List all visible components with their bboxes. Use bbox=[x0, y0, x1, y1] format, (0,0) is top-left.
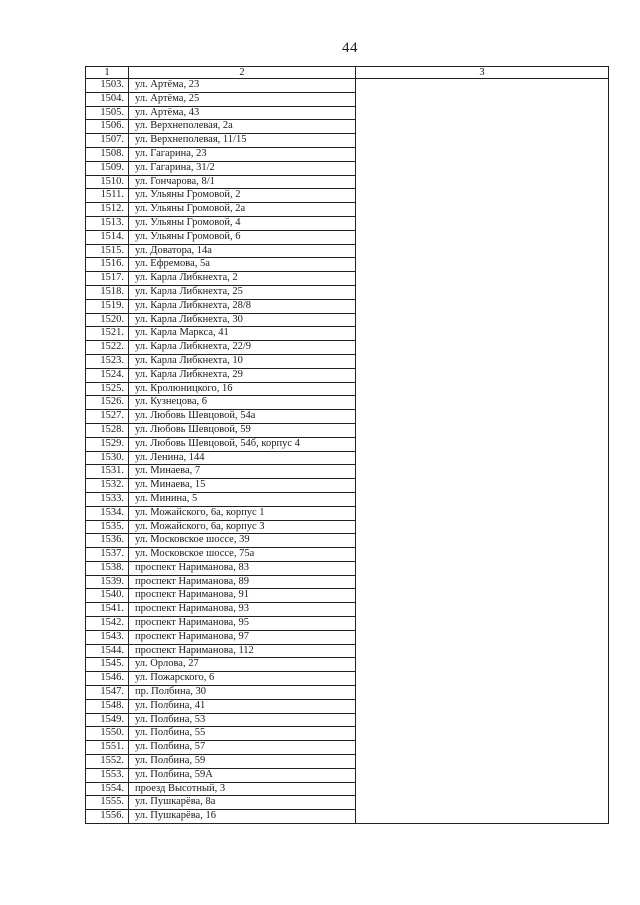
row-note bbox=[356, 451, 609, 465]
row-number: 1554. bbox=[86, 782, 129, 796]
row-number: 1522. bbox=[86, 341, 129, 355]
row-number: 1510. bbox=[86, 175, 129, 189]
row-number: 1538. bbox=[86, 561, 129, 575]
table-row bbox=[86, 451, 609, 465]
row-address: ул. Ульяны Громовой, 4 bbox=[129, 216, 356, 230]
row-number: 1555. bbox=[86, 796, 129, 810]
row-address: ул. Пожарского, 6 bbox=[129, 672, 356, 686]
row-address: ул. Карла Либкнехта, 10 bbox=[129, 354, 356, 368]
row-note bbox=[356, 644, 609, 658]
table-row bbox=[86, 727, 609, 741]
row-number: 1517. bbox=[86, 272, 129, 286]
row-note bbox=[356, 727, 609, 741]
row-address: ул. Орлова, 27 bbox=[129, 658, 356, 672]
row-number: 1543. bbox=[86, 630, 129, 644]
row-address: ул. Полбина, 59А bbox=[129, 768, 356, 782]
row-address: проспект Нариманова, 93 bbox=[129, 603, 356, 617]
row-note bbox=[356, 672, 609, 686]
row-address: ул. Кролюницкого, 16 bbox=[129, 382, 356, 396]
table-row bbox=[86, 713, 609, 727]
row-address: проспект Нариманова, 97 bbox=[129, 630, 356, 644]
row-number: 1550. bbox=[86, 727, 129, 741]
row-note bbox=[356, 175, 609, 189]
row-address: ул. Московское шоссе, 39 bbox=[129, 534, 356, 548]
row-address: ул. Карла Либкнехта, 29 bbox=[129, 368, 356, 382]
row-address: ул. Любовь Шевцовой, 54а bbox=[129, 410, 356, 424]
row-address: ул. Пушкарёва, 8а bbox=[129, 796, 356, 810]
table-row bbox=[86, 354, 609, 368]
row-note bbox=[356, 506, 609, 520]
row-address: проезд Высотный, 3 bbox=[129, 782, 356, 796]
row-number: 1533. bbox=[86, 492, 129, 506]
table-row bbox=[86, 465, 609, 479]
row-number: 1528. bbox=[86, 423, 129, 437]
row-note bbox=[356, 203, 609, 217]
table-row bbox=[86, 368, 609, 382]
row-address: ул. Полбина, 53 bbox=[129, 713, 356, 727]
table-row bbox=[86, 189, 609, 203]
row-address: ул. Карла Либкнехта, 28/8 bbox=[129, 299, 356, 313]
table-row bbox=[86, 423, 609, 437]
row-note bbox=[356, 244, 609, 258]
row-number: 1519. bbox=[86, 299, 129, 313]
row-number: 1535. bbox=[86, 520, 129, 534]
row-number: 1549. bbox=[86, 713, 129, 727]
row-note bbox=[356, 134, 609, 148]
row-number: 1511. bbox=[86, 189, 129, 203]
row-number: 1545. bbox=[86, 658, 129, 672]
table-row bbox=[86, 244, 609, 258]
column-header-note: 3 bbox=[356, 67, 609, 79]
row-number: 1532. bbox=[86, 479, 129, 493]
table-row bbox=[86, 768, 609, 782]
row-address: ул. Полбина, 41 bbox=[129, 699, 356, 713]
table-row bbox=[86, 810, 609, 824]
row-number: 1526. bbox=[86, 396, 129, 410]
row-note bbox=[356, 755, 609, 769]
row-note bbox=[356, 479, 609, 493]
row-address: ул. Карла Либкнехта, 22/9 bbox=[129, 341, 356, 355]
row-number: 1523. bbox=[86, 354, 129, 368]
table-row bbox=[86, 672, 609, 686]
table-row bbox=[86, 644, 609, 658]
table-row bbox=[86, 741, 609, 755]
row-note bbox=[356, 368, 609, 382]
row-address: ул. Гончарова, 8/1 bbox=[129, 175, 356, 189]
row-address: ул. Карла Маркса, 41 bbox=[129, 327, 356, 341]
row-number: 1534. bbox=[86, 506, 129, 520]
row-number: 1508. bbox=[86, 147, 129, 161]
row-address: ул. Верхнеполевая, 11/15 bbox=[129, 134, 356, 148]
row-note bbox=[356, 713, 609, 727]
table-row bbox=[86, 120, 609, 134]
column-header-address: 2 bbox=[129, 67, 356, 79]
row-address: ул. Доватора, 14а bbox=[129, 244, 356, 258]
row-number: 1529. bbox=[86, 437, 129, 451]
table-row bbox=[86, 285, 609, 299]
row-number: 1541. bbox=[86, 603, 129, 617]
row-number: 1525. bbox=[86, 382, 129, 396]
table-row bbox=[86, 520, 609, 534]
row-note bbox=[356, 465, 609, 479]
row-note bbox=[356, 437, 609, 451]
table-row bbox=[86, 230, 609, 244]
row-note bbox=[356, 216, 609, 230]
row-address: ул. Можайского, 6а, корпус 1 bbox=[129, 506, 356, 520]
table-row bbox=[86, 506, 609, 520]
table-row bbox=[86, 699, 609, 713]
row-number: 1521. bbox=[86, 327, 129, 341]
row-note bbox=[356, 79, 609, 93]
row-number: 1504. bbox=[86, 92, 129, 106]
row-address: ул. Минаева, 7 bbox=[129, 465, 356, 479]
row-number: 1553. bbox=[86, 768, 129, 782]
table-header-row bbox=[86, 67, 609, 79]
row-address: проспект Нариманова, 95 bbox=[129, 617, 356, 631]
row-number: 1542. bbox=[86, 617, 129, 631]
row-number: 1507. bbox=[86, 134, 129, 148]
table-row bbox=[86, 106, 609, 120]
table-row bbox=[86, 175, 609, 189]
column-header-number: 1 bbox=[86, 67, 129, 79]
row-address: ул. Гагарина, 23 bbox=[129, 147, 356, 161]
row-note bbox=[356, 230, 609, 244]
row-number: 1527. bbox=[86, 410, 129, 424]
row-address: ул. Верхнеполевая, 2а bbox=[129, 120, 356, 134]
table-row bbox=[86, 396, 609, 410]
row-address: ул. Кузнецова, 6 bbox=[129, 396, 356, 410]
row-address: ул. Ленина, 144 bbox=[129, 451, 356, 465]
row-address: проспект Нариманова, 112 bbox=[129, 644, 356, 658]
row-note bbox=[356, 561, 609, 575]
row-number: 1552. bbox=[86, 755, 129, 769]
row-number: 1524. bbox=[86, 368, 129, 382]
row-number: 1505. bbox=[86, 106, 129, 120]
row-note bbox=[356, 796, 609, 810]
row-note bbox=[356, 575, 609, 589]
row-address: ул. Артёма, 23 bbox=[129, 79, 356, 93]
row-number: 1544. bbox=[86, 644, 129, 658]
row-number: 1512. bbox=[86, 203, 129, 217]
row-address: ул. Полбина, 59 bbox=[129, 755, 356, 769]
row-address: ул. Артёма, 25 bbox=[129, 92, 356, 106]
table-row bbox=[86, 755, 609, 769]
table-row bbox=[86, 272, 609, 286]
table-row bbox=[86, 161, 609, 175]
row-note bbox=[356, 630, 609, 644]
row-note bbox=[356, 423, 609, 437]
table-row bbox=[86, 410, 609, 424]
row-number: 1551. bbox=[86, 741, 129, 755]
table-row bbox=[86, 630, 609, 644]
row-note bbox=[356, 699, 609, 713]
table-row bbox=[86, 258, 609, 272]
row-address: ул. Артёма, 43 bbox=[129, 106, 356, 120]
row-address: ул. Карла Либкнехта, 25 bbox=[129, 285, 356, 299]
row-address: ул. Любовь Шевцовой, 54б, корпус 4 bbox=[129, 437, 356, 451]
table-row bbox=[86, 479, 609, 493]
row-number: 1540. bbox=[86, 589, 129, 603]
table-row bbox=[86, 548, 609, 562]
table-row bbox=[86, 203, 609, 217]
row-number: 1503. bbox=[86, 79, 129, 93]
row-note bbox=[356, 341, 609, 355]
row-note bbox=[356, 658, 609, 672]
row-address: ул. Карла Либкнехта, 30 bbox=[129, 313, 356, 327]
table-row bbox=[86, 617, 609, 631]
row-address: проспект Нариманова, 89 bbox=[129, 575, 356, 589]
row-number: 1556. bbox=[86, 810, 129, 824]
row-number: 1530. bbox=[86, 451, 129, 465]
table-row bbox=[86, 589, 609, 603]
row-note bbox=[356, 92, 609, 106]
table-row bbox=[86, 216, 609, 230]
row-note bbox=[356, 810, 609, 824]
row-address: ул. Карла Либкнехта, 2 bbox=[129, 272, 356, 286]
row-number: 1516. bbox=[86, 258, 129, 272]
row-address: ул. Ульяны Громовой, 6 bbox=[129, 230, 356, 244]
table-row bbox=[86, 382, 609, 396]
row-number: 1547. bbox=[86, 686, 129, 700]
table-row bbox=[86, 492, 609, 506]
row-note bbox=[356, 548, 609, 562]
table-row bbox=[86, 796, 609, 810]
table-row bbox=[86, 341, 609, 355]
row-note bbox=[356, 272, 609, 286]
row-address: ул. Можайского, 6а, корпус 3 bbox=[129, 520, 356, 534]
row-note bbox=[356, 120, 609, 134]
row-note bbox=[356, 285, 609, 299]
row-note bbox=[356, 589, 609, 603]
table-row bbox=[86, 534, 609, 548]
row-number: 1537. bbox=[86, 548, 129, 562]
row-number: 1509. bbox=[86, 161, 129, 175]
row-address: ул. Любовь Шевцовой, 59 bbox=[129, 423, 356, 437]
address-table bbox=[85, 66, 609, 824]
row-note bbox=[356, 603, 609, 617]
row-note bbox=[356, 782, 609, 796]
row-address: ул. Минина, 5 bbox=[129, 492, 356, 506]
table-row bbox=[86, 327, 609, 341]
row-number: 1513. bbox=[86, 216, 129, 230]
row-note bbox=[356, 327, 609, 341]
row-note bbox=[356, 313, 609, 327]
table-row bbox=[86, 658, 609, 672]
row-note bbox=[356, 299, 609, 313]
row-note bbox=[356, 768, 609, 782]
row-note bbox=[356, 396, 609, 410]
row-address: ул. Полбина, 55 bbox=[129, 727, 356, 741]
row-note bbox=[356, 686, 609, 700]
row-address: ул. Ефремова, 5а bbox=[129, 258, 356, 272]
table-row bbox=[86, 603, 609, 617]
row-number: 1536. bbox=[86, 534, 129, 548]
table-row bbox=[86, 686, 609, 700]
row-note bbox=[356, 520, 609, 534]
row-address: ул. Московское шоссе, 75а bbox=[129, 548, 356, 562]
row-number: 1520. bbox=[86, 313, 129, 327]
row-number: 1514. bbox=[86, 230, 129, 244]
row-number: 1548. bbox=[86, 699, 129, 713]
row-address: ул. Полбина, 57 bbox=[129, 741, 356, 755]
row-note bbox=[356, 147, 609, 161]
page-number: 44 bbox=[342, 40, 358, 56]
table-row bbox=[86, 561, 609, 575]
row-note bbox=[356, 161, 609, 175]
row-address: ул. Гагарина, 31/2 bbox=[129, 161, 356, 175]
row-number: 1506. bbox=[86, 120, 129, 134]
row-address: ул. Ульяны Громовой, 2а bbox=[129, 203, 356, 217]
row-note bbox=[356, 189, 609, 203]
row-note bbox=[356, 534, 609, 548]
table-row bbox=[86, 575, 609, 589]
row-note bbox=[356, 741, 609, 755]
table-row bbox=[86, 437, 609, 451]
row-number: 1518. bbox=[86, 285, 129, 299]
row-address: пр. Полбина, 30 bbox=[129, 686, 356, 700]
row-address: ул. Ульяны Громовой, 2 bbox=[129, 189, 356, 203]
row-note bbox=[356, 354, 609, 368]
row-note bbox=[356, 106, 609, 120]
row-number: 1546. bbox=[86, 672, 129, 686]
table-row bbox=[86, 134, 609, 148]
row-address: проспект Нариманова, 83 bbox=[129, 561, 356, 575]
row-note bbox=[356, 382, 609, 396]
row-address: ул. Минаева, 15 bbox=[129, 479, 356, 493]
table-row bbox=[86, 299, 609, 313]
row-address: ул. Пушкарёва, 16 bbox=[129, 810, 356, 824]
table-row bbox=[86, 79, 609, 93]
row-number: 1531. bbox=[86, 465, 129, 479]
row-number: 1539. bbox=[86, 575, 129, 589]
row-note bbox=[356, 617, 609, 631]
row-address: проспект Нариманова, 91 bbox=[129, 589, 356, 603]
table-body bbox=[86, 79, 609, 824]
table-row bbox=[86, 92, 609, 106]
row-number: 1515. bbox=[86, 244, 129, 258]
row-note bbox=[356, 492, 609, 506]
table-row bbox=[86, 313, 609, 327]
row-note bbox=[356, 258, 609, 272]
table-row bbox=[86, 782, 609, 796]
table-row bbox=[86, 147, 609, 161]
row-note bbox=[356, 410, 609, 424]
